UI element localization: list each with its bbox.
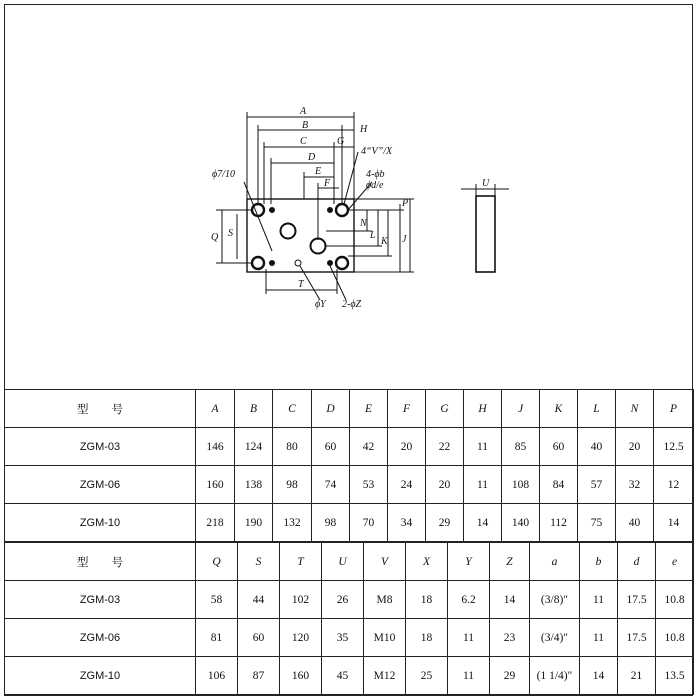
value-cell: 85: [502, 428, 540, 466]
value-cell: 22: [426, 428, 464, 466]
label-D: D: [308, 152, 316, 163]
column-header: b: [580, 543, 618, 581]
column-header: A: [196, 390, 235, 428]
column-header: N: [616, 390, 654, 428]
value-cell: 14: [654, 504, 694, 542]
value-cell: 32: [616, 466, 654, 504]
table-row: [5, 504, 694, 542]
value-cell: 108: [502, 466, 540, 504]
column-header: T: [280, 543, 322, 581]
value-cell: 132: [273, 504, 312, 542]
value-cell: 13.5: [656, 657, 694, 695]
column-header: Q: [196, 543, 238, 581]
model-cell: ZGM-06: [5, 466, 196, 504]
model-header: 型 号: [5, 390, 196, 428]
value-cell: 60: [312, 428, 350, 466]
value-cell: (3/8)″: [530, 581, 580, 619]
label-J: J: [402, 234, 407, 245]
value-cell: 17.5: [618, 619, 656, 657]
value-cell: 106: [196, 657, 238, 695]
value-cell: 138: [235, 466, 273, 504]
value-cell: 140: [502, 504, 540, 542]
table-row: [5, 581, 694, 619]
table-row: [5, 619, 694, 657]
label-E: E: [315, 166, 322, 177]
value-cell: 60: [238, 619, 280, 657]
technical-drawing: [4, 4, 693, 388]
label-S: S: [228, 228, 233, 239]
column-header: K: [540, 390, 578, 428]
table-row: [5, 466, 694, 504]
value-cell: 160: [280, 657, 322, 695]
value-cell: 20: [616, 428, 654, 466]
column-header: H: [464, 390, 502, 428]
label-Q: Q: [211, 232, 219, 243]
label-F: F: [324, 178, 331, 189]
model-cell: ZGM-06: [5, 619, 196, 657]
label-L: L: [370, 230, 376, 241]
model-header: 型 号: [5, 543, 196, 581]
value-cell: 146: [196, 428, 235, 466]
column-header: J: [502, 390, 540, 428]
label-P: P: [402, 198, 409, 209]
label-B: B: [302, 120, 309, 131]
label-4phib: 4-ϕb: [366, 169, 385, 180]
value-cell: 11: [448, 619, 490, 657]
value-cell: 190: [235, 504, 273, 542]
port: [281, 224, 296, 239]
side-view: [476, 196, 495, 272]
column-header: U: [322, 543, 364, 581]
column-header: Z: [490, 543, 530, 581]
column-header: Y: [448, 543, 490, 581]
label-U: U: [482, 178, 490, 189]
value-cell: (1 1/4)″: [530, 657, 580, 695]
value-cell: 40: [578, 428, 616, 466]
column-header: P: [654, 390, 694, 428]
port: [311, 239, 326, 254]
value-cell: 14: [580, 657, 618, 695]
label-H: H: [360, 124, 368, 135]
bolt-hole: [336, 257, 348, 269]
value-cell: 25: [406, 657, 448, 695]
label-N: N: [360, 218, 367, 229]
value-cell: 14: [490, 581, 530, 619]
label-vx: 4“V”/X: [361, 146, 393, 157]
value-cell: 11: [448, 657, 490, 695]
column-header: X: [406, 543, 448, 581]
model-cell: ZGM-03: [5, 428, 196, 466]
value-cell: 34: [388, 504, 426, 542]
value-cell: 12.5: [654, 428, 694, 466]
value-cell: 44: [238, 581, 280, 619]
value-cell: 81: [196, 619, 238, 657]
column-header: d: [618, 543, 656, 581]
value-cell: 53: [350, 466, 388, 504]
bolt-hole: [336, 204, 348, 216]
value-cell: 80: [273, 428, 312, 466]
value-cell: 57: [578, 466, 616, 504]
value-cell: 120: [280, 619, 322, 657]
model-cell: ZGM-10: [5, 657, 196, 695]
table-row: [5, 428, 694, 466]
value-cell: 11: [464, 428, 502, 466]
value-cell: (3/4)″: [530, 619, 580, 657]
value-cell: 23: [490, 619, 530, 657]
value-cell: 29: [426, 504, 464, 542]
table-row: [5, 657, 694, 695]
value-cell: 74: [312, 466, 350, 504]
column-header: e: [656, 543, 694, 581]
value-cell: 58: [196, 581, 238, 619]
value-cell: 112: [540, 504, 578, 542]
label-A: A: [300, 106, 307, 117]
value-cell: 98: [312, 504, 350, 542]
value-cell: 11: [580, 581, 618, 619]
value-cell: 84: [540, 466, 578, 504]
label-2phiZ: 2-ϕZ: [342, 299, 362, 310]
value-cell: 18: [406, 619, 448, 657]
value-cell: 160: [196, 466, 235, 504]
value-cell: 10.8: [656, 581, 694, 619]
value-cell: 14: [464, 504, 502, 542]
column-header: C: [273, 390, 312, 428]
column-header: F: [388, 390, 426, 428]
value-cell: 17.5: [618, 581, 656, 619]
value-cell: 20: [388, 428, 426, 466]
bolt-hole: [252, 257, 264, 269]
value-cell: 26: [322, 581, 364, 619]
label-phide: ϕd/e: [366, 180, 384, 191]
header-row: [5, 390, 694, 428]
column-header: E: [350, 390, 388, 428]
value-cell: 10.8: [656, 619, 694, 657]
column-header: B: [235, 390, 273, 428]
value-cell: 29: [490, 657, 530, 695]
value-cell: M10: [364, 619, 406, 657]
value-cell: 218: [196, 504, 235, 542]
value-cell: 18: [406, 581, 448, 619]
label-phi710: ϕ7/10: [212, 169, 235, 180]
value-cell: 11: [580, 619, 618, 657]
label-T: T: [298, 279, 304, 290]
value-cell: 87: [238, 657, 280, 695]
value-cell: 102: [280, 581, 322, 619]
value-cell: 12: [654, 466, 694, 504]
value-cell: 124: [235, 428, 273, 466]
label-phiY: ϕY: [315, 299, 326, 310]
model-cell: ZGM-03: [5, 581, 196, 619]
value-cell: M12: [364, 657, 406, 695]
column-header: L: [578, 390, 616, 428]
value-cell: 42: [350, 428, 388, 466]
value-cell: 75: [578, 504, 616, 542]
value-cell: 45: [322, 657, 364, 695]
dimension-table-1: [4, 389, 694, 542]
value-cell: 21: [618, 657, 656, 695]
column-header: V: [364, 543, 406, 581]
column-header: a: [530, 543, 580, 581]
model-cell: ZGM-10: [5, 504, 196, 542]
value-cell: M8: [364, 581, 406, 619]
header-row: [5, 543, 694, 581]
dimension-table-2: [4, 542, 694, 695]
value-cell: 6.2: [448, 581, 490, 619]
value-cell: 40: [616, 504, 654, 542]
column-header: G: [426, 390, 464, 428]
value-cell: 11: [464, 466, 502, 504]
value-cell: 35: [322, 619, 364, 657]
value-cell: 20: [426, 466, 464, 504]
column-header: S: [238, 543, 280, 581]
column-header: D: [312, 390, 350, 428]
value-cell: 70: [350, 504, 388, 542]
label-G: G: [337, 136, 345, 147]
label-C: C: [300, 136, 307, 147]
value-cell: 60: [540, 428, 578, 466]
value-cell: 98: [273, 466, 312, 504]
value-cell: 24: [388, 466, 426, 504]
label-K: K: [381, 236, 388, 247]
